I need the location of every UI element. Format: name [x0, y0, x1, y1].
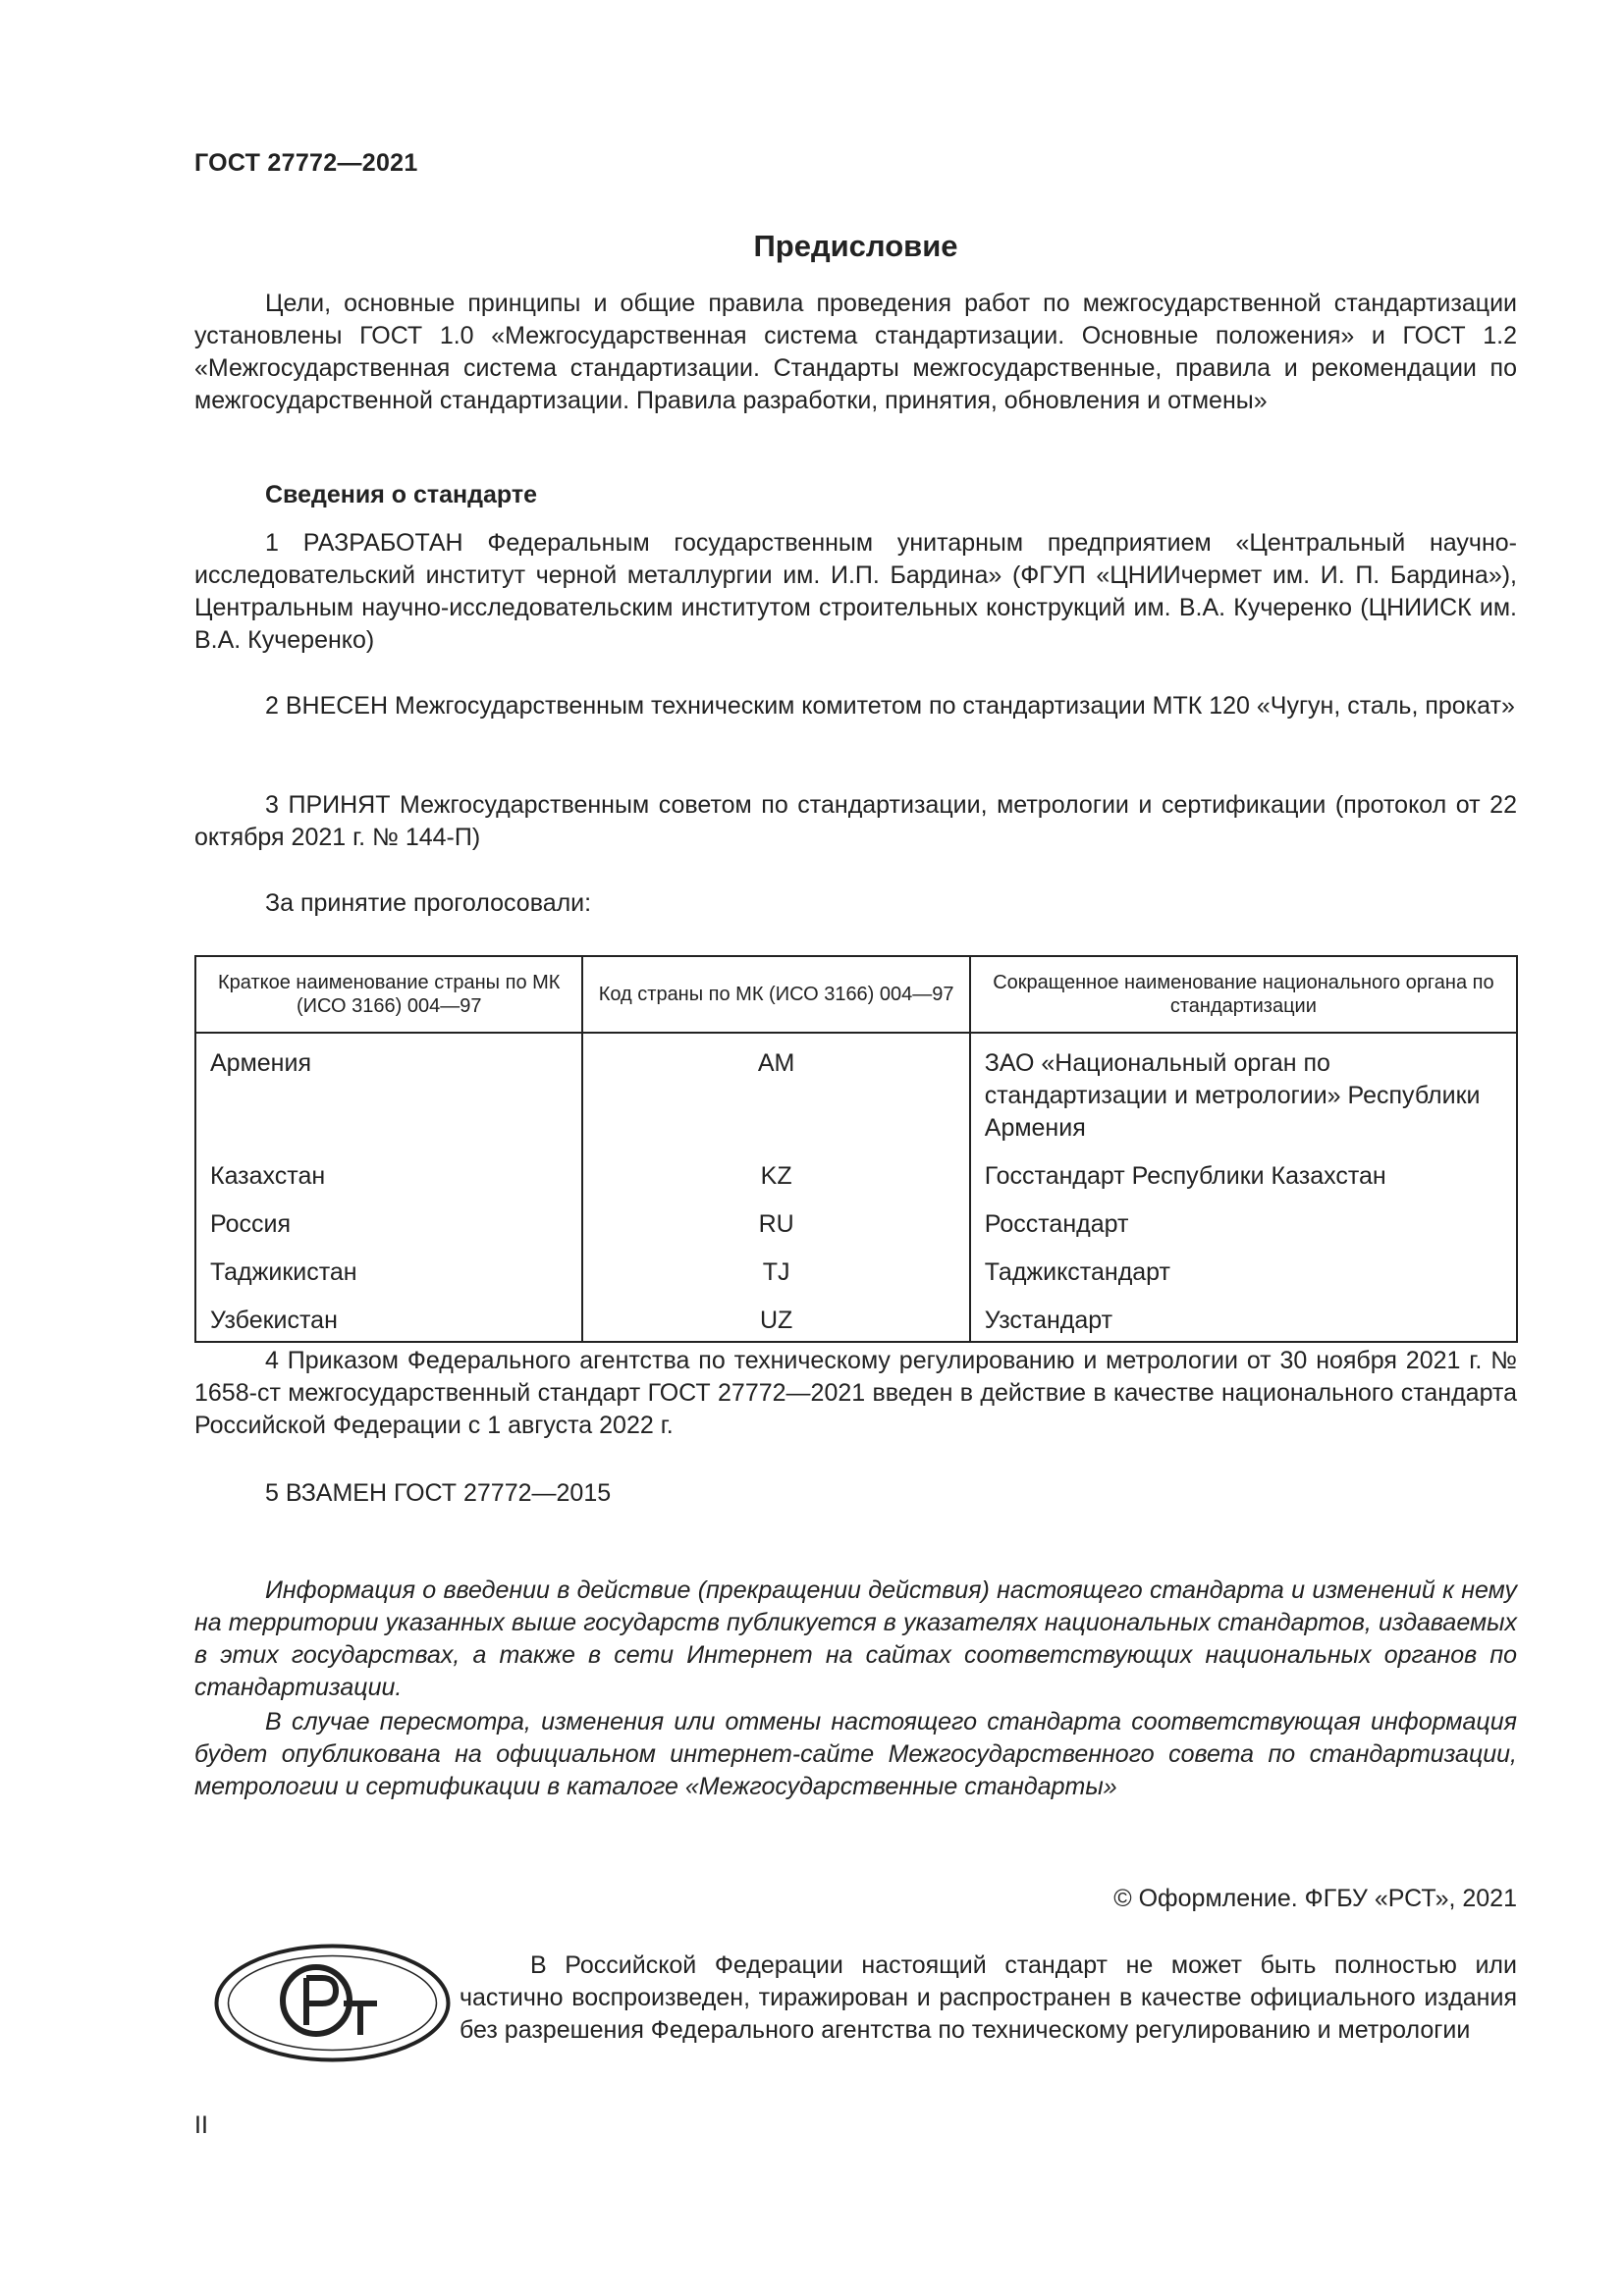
rst-logo-icon	[212, 1941, 453, 2065]
table-header-row	[195, 956, 1517, 1033]
table-header-authority: Сокращенное наименование национального органа по стандартизации	[970, 956, 1517, 1033]
item-introduced: 2 ВНЕСЕН Межгосударственным техническим комитетом по стандартизации МТК 120 «Чугун, сталь, прокат»	[265, 692, 1515, 720]
info-note-publication: Информация о введении в действие (прекращении действия) настоящего стандарта и изменений к нему на территории указанных выше государств публикуется в указателях национальных стандартов, издаваемых в этих государствах, а также в сети Интернет на сайтах соответствующих национальных органов по стандартизации.	[194, 1576, 1517, 1701]
info-heading: Сведения о стандарте	[265, 481, 538, 508]
table-cell-code: KZ	[582, 1145, 969, 1193]
table-cell-authority: Узстандарт	[970, 1289, 1517, 1342]
item-developed: 1 РАЗРАБОТАН Федеральным государственным унитарным предприятием «Центральный научно-исследовательский институт черной металлургии им. И.П. Бардина» (ФГУП «ЦНИИчермет им. И. П. Бардина»), Центральным научно-исследовательским институтом строительных конструкций им. В.А. Кучеренко (ЦНИИСК им. В.А. Кучеренко)	[194, 529, 1517, 654]
table-row	[195, 1145, 1517, 1193]
voting-table	[194, 955, 1518, 1343]
table-row	[195, 1241, 1517, 1289]
table-cell-authority: ЗАО «Национальный орган по стандартизации и метрологии» Республики Армения	[970, 1033, 1517, 1145]
item-order: 4 Приказом Федерального агентства по техническому регулированию и метрологии от 30 ноября 2021 г. № 1658-ст межгосударственный стандарт ГОСТ 27772—2021 введен в действие в качестве национального стандарта Российской Федерации с 1 августа 2022 г.	[194, 1347, 1517, 1439]
table-cell-country: Армения	[195, 1033, 582, 1145]
table-cell-country: Россия	[195, 1193, 582, 1241]
document-id-header: ГОСТ 27772—2021	[194, 149, 418, 177]
table-cell-code: RU	[582, 1193, 969, 1241]
copyright-notice: В Российской Федерации настоящий стандарт не может быть полностью или частично воспроизведен, тиражирован и распространен в качестве официального издания без разрешения Федерального агентства по техническому регулированию и метрологии	[460, 1951, 1517, 2044]
voted-label: За принятие проголосовали:	[265, 889, 592, 917]
intro-paragraph: Цели, основные принципы и общие правила проведения работ по межгосударственной стандартизации установлены ГОСТ 1.0 «Межгосударственная система стандартизации. Основные положения» и ГОСТ 1.2 «Межгосударственная система стандартизации. Стандарты межгосударственные, правила и рекомендации по межгосударственной стандартизации. Правила разработки, принятия, обновления и отмены»	[194, 290, 1517, 414]
table-cell-country: Казахстан	[195, 1145, 582, 1193]
page-number: II	[194, 2111, 208, 2139]
item-replaces: 5 ВЗАМЕН ГОСТ 27772—2015	[265, 1479, 612, 1507]
table-cell-code: TJ	[582, 1241, 969, 1289]
table-cell-code: UZ	[582, 1289, 969, 1342]
table-header-code: Код страны по МК (ИСО 3166) 004—97	[582, 956, 969, 1033]
table-cell-country: Узбекистан	[195, 1289, 582, 1342]
page-title: Предисловие	[753, 229, 958, 263]
item-adopted: 3 ПРИНЯТ Межгосударственным советом по стандартизации, метрологии и сертификации (протокол от 22 октября 2021 г. № 144-П)	[194, 791, 1517, 851]
table-cell-country: Таджикистан	[195, 1241, 582, 1289]
copyright-line: © Оформление. ФГБУ «РСТ», 2021	[1113, 1885, 1517, 1912]
table-cell-authority: Росстандарт	[970, 1193, 1517, 1241]
table-cell-code: AM	[582, 1033, 969, 1145]
table-cell-authority: Госстандарт Республики Казахстан	[970, 1145, 1517, 1193]
info-note-revision: В случае пересмотра, изменения или отмены настоящего стандарта соответствующая информация будет опубликована на официальном интернет-сайте Межгосударственного совета по стандартизации, метрологии и сертификации в каталоге «Межгосударственные стандарты»	[194, 1708, 1517, 1800]
table-row	[195, 1193, 1517, 1241]
table-cell-authority: Таджикстандарт	[970, 1241, 1517, 1289]
table-row	[195, 1289, 1517, 1342]
table-row	[195, 1033, 1517, 1145]
table-header-country: Краткое наименование страны по МК (ИСО 3166) 004—97	[195, 956, 582, 1033]
